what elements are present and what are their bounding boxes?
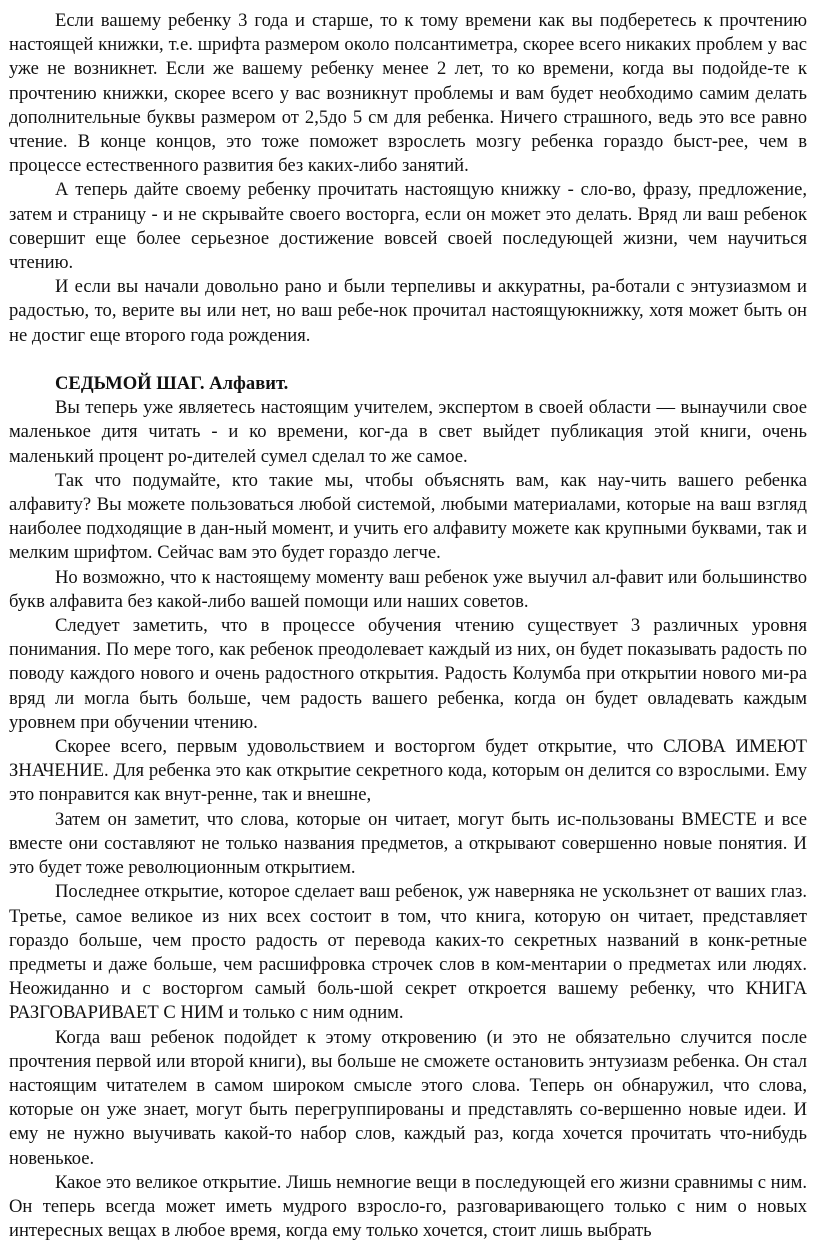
paragraph: Но возможно, что к настоящему моменту ваш ребенок уже выучил ал-фавит или большинство букв алфавита без какой-либо вашей помощи или наших советов. <box>9 566 807 612</box>
paragraph: Затем он заметит, что слова, которые он читает, могут быть ис-пользованы ВМЕСТЕ и все вместе они составляют не только названия предметов, а открывают совершенно новые понятия. И это будет тоже революционным открытием. <box>9 808 807 879</box>
paragraph: Так что подумайте, кто такие мы, чтобы объяснять вам, как нау-чить вашего ребенка алфавиту? Вы можете пользоваться любой системой, любыми материалами, которые на ваш взгляд наиболее подходящие в дан-ный момент, и учить его алфавиту можете как крупными буквами, так и мелким шрифтом. Сейчас вам это будет гораздо легче. <box>9 469 807 564</box>
document-page <box>9 9 807 1243</box>
blank-line <box>9 348 807 372</box>
section-heading: СЕДЬМОЙ ШАГ. Алфавит. <box>55 373 289 395</box>
paragraph: А теперь дайте своему ребенку прочитать настоящую книжку - сло-во, фразу, предложение, затем и страницу - и не скрывайте своего восторга, если он может это делать. Вряд ли ваш ребенок совершит еще более серьезное достижение вовсей своей последующей жизни, чем научиться чтению. <box>9 179 807 274</box>
paragraph: Последнее открытие, которое сделает ваш ребенок, уж наверняка не ускользнет от ваших глаз. Третье, самое великое из них всех состоит в том, что книга, которую он читает, представляет гораздо больше, чем просто радость от перевода каких-то секретных названий в конк-ретные предметы и даже больше, чем расшифровка строчек слов в ком-ментарии о предметах или людях. Неожиданно и с восторгом самый боль-шой секрет откроется вашему ребенку, что КНИГА РАЗГОВАРИВАЕТ С НИМ и только с ним одним. <box>9 881 807 1024</box>
paragraph: Когда ваш ребенок подойдет к этому откровению (и это не обязательно случится после прочтения первой или второй книги), вы больше не сможете остановить энтузиазм ребенка. Он стал настоящим читателем в самом широком смысле этого слова. Теперь он обнаружил, что слова, которые он уже знает, могут быть перегруппированы и представлять со-вершенно новые идеи. И ему не нужно выучивать какой-то набор слов, каждый раз, когда хочется прочитать что-нибудь новенькое. <box>9 1026 807 1169</box>
paragraph: Следует заметить, что в процессе обучения чтению существует 3 различных уровня понимания. По мере того, как ребенок преодолевает каждый из них, он будет показывать радость по поводу каждого нового и очень радостного открытия. Радость Колумба при открытии нового ми-ра вряд ли могла быть больше, чем радость вашего ребенка, когда он будет овладевать каждым уровнем при обучении чтению. <box>9 615 807 733</box>
paragraph: Вы теперь уже являетесь настоящим учителем, экспертом в своей области — вынаучили свое маленькое дитя читать - и ко времени, ког-да в свет выйдет публикация этой книги, очень маленький процент ро-дителей сумел сделал то же самое. <box>9 397 807 467</box>
paragraph: Если вашему ребенку 3 года и старше, то к тому времени как вы подберетесь к прочтению настоящей книжки, т.е. шрифта размером около полсантиметра, скорее всего никаких проблем у вас уже не возникнет. Если же вашему ребенку менее 2 лет, то ко времени, когда вы подойде-те к прочтению книжки, скорее всего у вас возникнут проблемы и вам будет необходимо самим делать дополнительные буквы размером от 2,5до 5 см для ребенка. Ничего страшного, ведь это все равно чтение. В конце концов, это тоже поможет взрослеть мозгу ребенка гораздо быст-рее, чем в процессе естественного развития без каких-либо занятий. <box>9 10 807 177</box>
paragraph: Какое это великое открытие. Лишь немногие вещи в последующей его жизни сравнимы с ним. Он теперь всегда может иметь мудрого взросло-го, разговаривающего только с ним о новых интересных вещах в любое время, когда ему только хочется, стоит лишь выбрать <box>9 1171 807 1242</box>
paragraph: Скорее всего, первым удовольствием и восторгом будет открытие, что СЛОВА ИМЕЮТ ЗНАЧЕНИЕ. Для ребенка это как открытие секретного кода, которым он делится со взрослыми. Ему это понравится как внут-ренне, так и внешне, <box>9 736 807 806</box>
paragraph: И если вы начали довольно рано и были терпеливы и аккуратны, ра-ботали с энтузиазмом и радостью, то, верите вы или нет, но ваш ребе-нок прочитал настоящуюкнижку, хотя может быть он не достиг еще второго года рождения. <box>9 276 807 346</box>
